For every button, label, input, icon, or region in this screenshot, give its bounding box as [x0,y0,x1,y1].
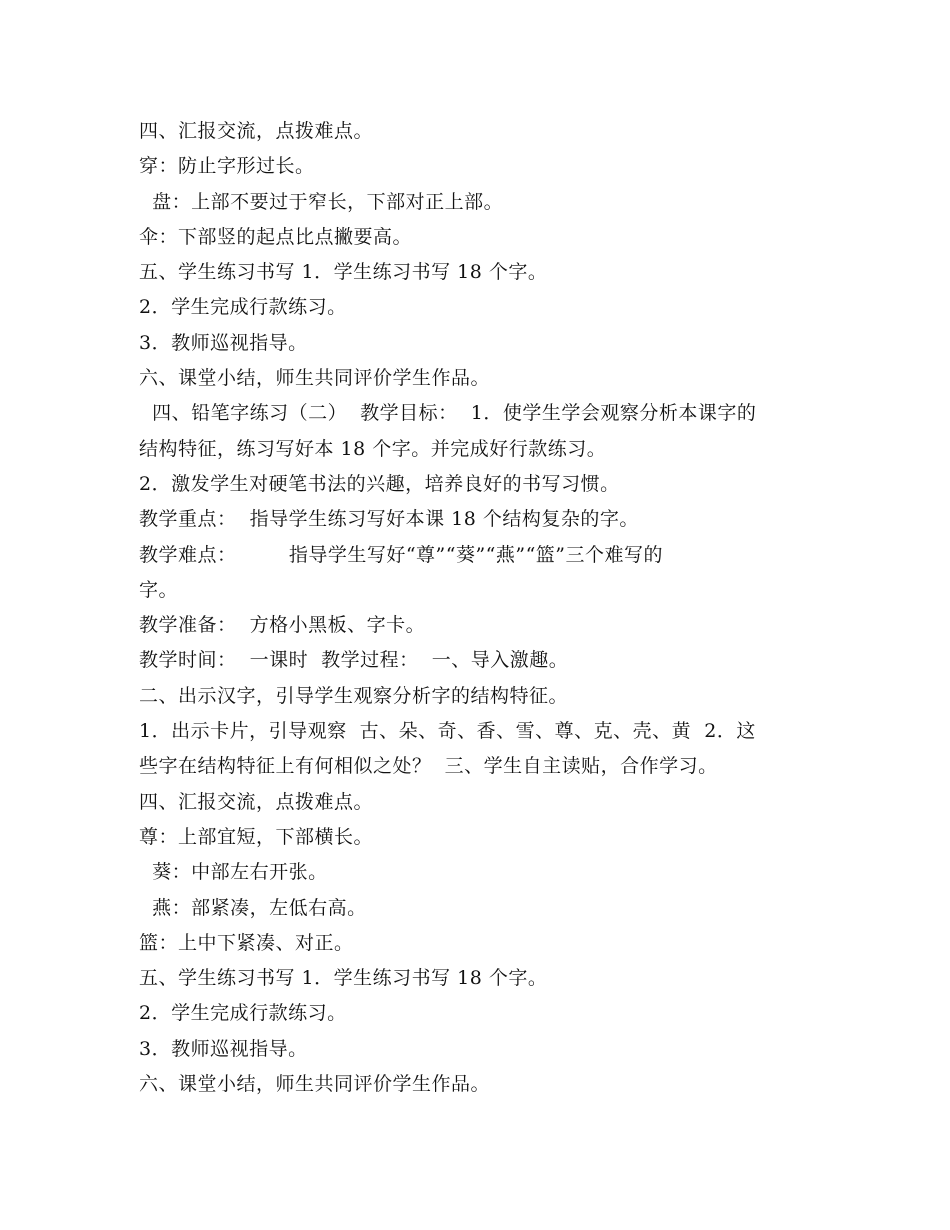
text-line: 四、汇报交流，点拨难点。 [139,790,374,813]
text-line: 四、铅笔字练习（二） 教学目标： 1．使学生学会观察分析本课字的 [139,402,757,425]
text-line: 教学准备： 方格小黑板、字卡。 [139,614,426,637]
text-line: 二、出示汉字，引导学生观察分析字的结构特征。 [139,684,569,707]
text-line: 六、课堂小结，师生共同评价学生作品。 [139,1073,491,1096]
text-line: 伞：下部竖的起点比点撇要高。 [139,225,413,248]
text-line: 五、学生练习书写 1．学生练习书写 18 个字。 [139,261,548,284]
text-line: 结构特征，练习写好本 18 个字。并完成好行款练习。 [139,437,607,460]
text-line: 尊：上部宜短，下部横长。 [139,825,374,848]
text-line: 教学重点： 指导学生练习写好本课 18 个结构复杂的字。 [139,508,639,531]
text-line: 教学难点： 指导学生写好“尊”“葵”“燕”“篮”三个难写的 [139,543,664,566]
text-line: 葵：中部左右开张。 [139,861,328,884]
text-line: 五、学生练习书写 1．学生练习书写 18 个字。 [139,967,548,990]
text-line: 3．教师巡视指导。 [139,331,308,354]
text-line: 1．出示卡片，引导观察 古、朵、奇、香、雪、尊、克、壳、黄 2．这 [139,720,756,743]
text-line: 些字在结构特征上有何相似之处？ 三、学生自主读贴，合作学习。 [139,755,718,778]
document-body [139,114,815,1102]
text-line: 穿：防止字形过长。 [139,155,315,178]
text-line: 六、课堂小结，师生共同评价学生作品。 [139,367,491,390]
text-line: 3．教师巡视指导。 [139,1037,308,1060]
text-line: 教学时间： 一课时 教学过程： 一、导入激趣。 [139,649,569,672]
text-line: 篮：上中下紧凑、对正。 [139,931,354,954]
text-line: 盘：上部不要过于窄长，下部对正上部。 [139,190,504,213]
text-line: 燕：部紧凑，左低右高。 [139,896,367,919]
text-line: 2．激发学生对硬笔书法的兴趣，培养良好的书写习惯。 [139,472,620,495]
text-line: 2．学生完成行款练习。 [139,1002,347,1025]
text-line: 字。 [139,578,179,601]
text-line: 2．学生完成行款练习。 [139,296,347,319]
text-line: 四、汇报交流，点拨难点。 [139,120,374,142]
